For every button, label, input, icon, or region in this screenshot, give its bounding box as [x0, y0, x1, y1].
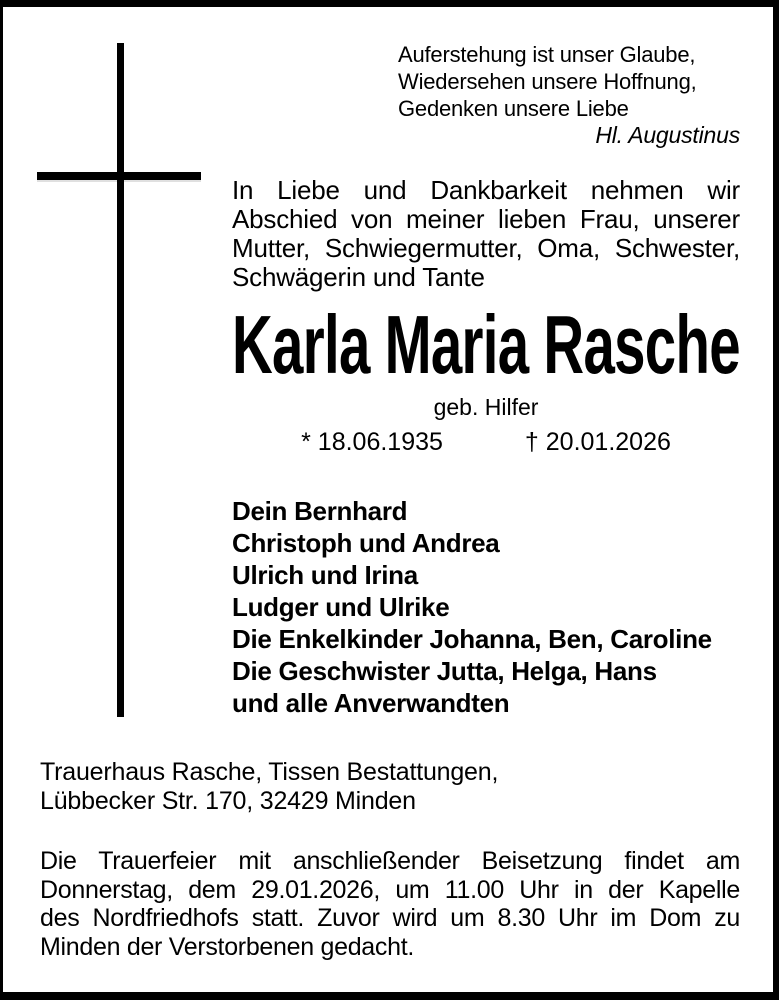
intro-paragraph [232, 176, 740, 292]
mourner-line: Ludger und Ulrike [232, 592, 450, 622]
mourner-line: und alle Anverwandten [232, 688, 510, 718]
religious-quote [398, 41, 740, 149]
address-line: Lübbecker Str. 170, 32429 Minden [40, 787, 416, 815]
service-info-line: Donnerstag, dem 29.01.2026, um 11.00 Uhr in der Kapelle [40, 875, 740, 904]
quote-attribution: Hl. Augustinus [595, 122, 740, 148]
service-info-paragraph [40, 847, 740, 961]
death-date: † 20.01.2026 [524, 428, 671, 456]
maiden-name: geb. Hilfer [433, 394, 539, 420]
life-dates [232, 428, 740, 456]
mourner-line: Die Geschwister Jutta, Helga, Hans [232, 656, 657, 686]
service-info-line: Minden der Verstorbenen gedacht. [40, 932, 414, 961]
cross-stem [117, 43, 124, 717]
intro-line: Mutter, Schwiegermutter, Oma, Schwester, [232, 233, 740, 263]
quote-line: Auferstehung ist unser Glaube, [398, 42, 696, 67]
mourner-line: Die Enkelkinder Johanna, Ben, Caroline [232, 624, 712, 654]
mourners-list [232, 495, 744, 719]
deceased-name-container [232, 298, 740, 391]
intro-line: Abschied von meiner lieben Frau, unserer [232, 204, 740, 234]
intro-line: Schwägerin und Tante [232, 262, 485, 292]
address-line: Trauerhaus Rasche, Tissen Bestattungen, [40, 758, 499, 786]
service-info-line: des Nordfriedhofs statt. Zuvor wird um 8.30 Uhr im Dom zu [40, 904, 740, 933]
mourner-line: Christoph und Andrea [232, 528, 500, 558]
funeral-home-address [40, 758, 580, 816]
cross-bar [37, 172, 201, 180]
mourner-line: Ulrich und Irina [232, 560, 418, 590]
service-info-line: Die Trauerfeier mit anschließender Beisetzung findet am [40, 847, 740, 875]
deceased-name: Karla Maria Rasche [232, 298, 740, 391]
mourner-line: Dein Bernhard [232, 496, 408, 526]
quote-line: Gedenken unsere Liebe [398, 96, 629, 121]
quote-line: Wiedersehen unsere Hoffnung, [398, 69, 697, 94]
birth-date: * 18.06.1935 [301, 428, 443, 456]
intro-line: In Liebe und Dankbarkeit nehmen wir [232, 175, 740, 205]
